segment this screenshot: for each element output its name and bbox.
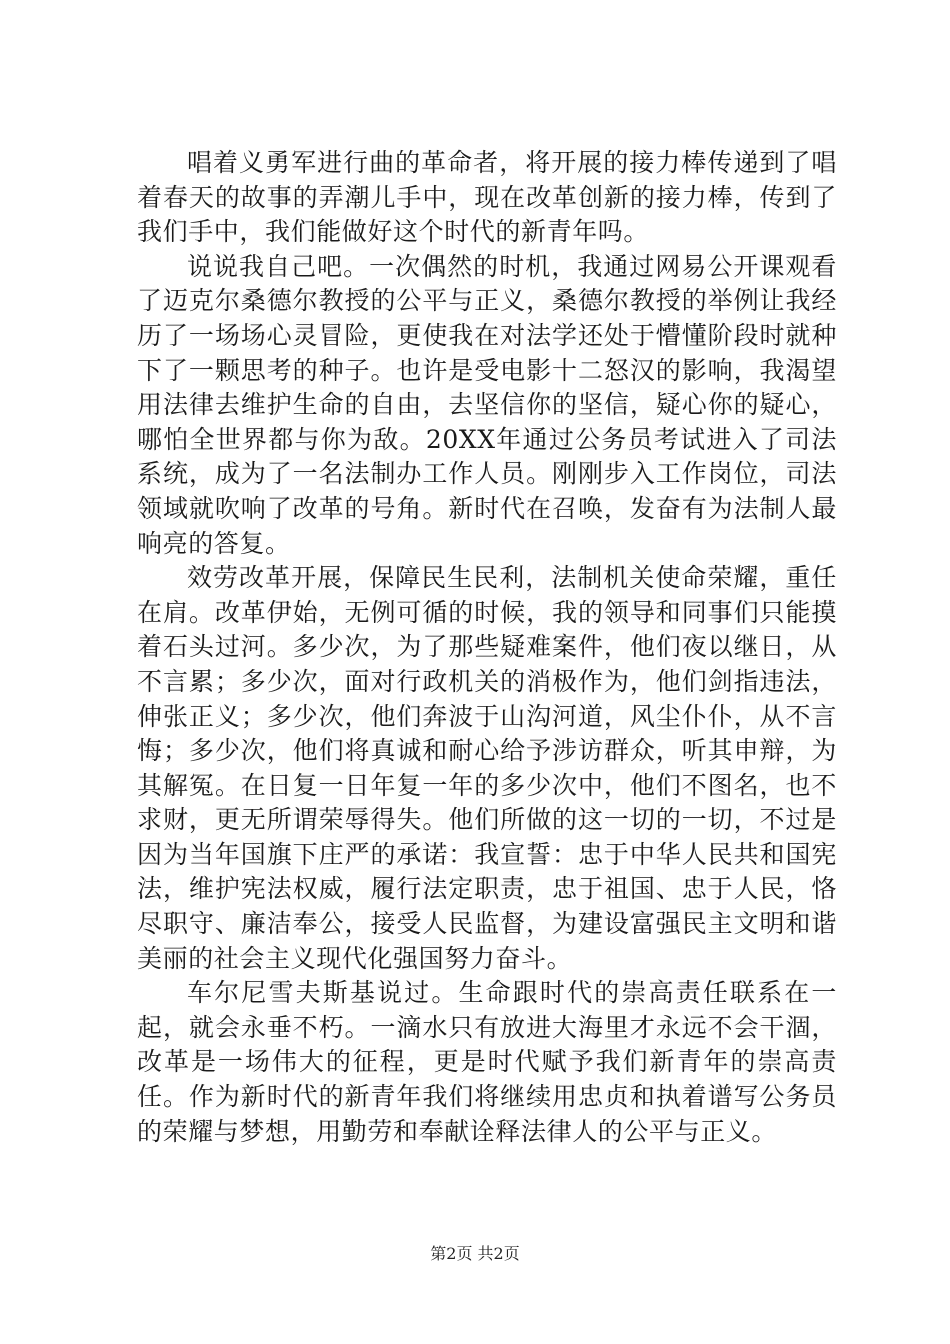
paragraph-4: 车尔尼雪夫斯基说过。生命跟时代的崇高责任联系在一起，就会永垂不朽。一滴水只有放进大海里才永远不会干涸，改革是一场伟大的征程，更是时代赋予我们新青年的崇高责任。作为新时代的新青年我们将继续用忠贞和执着谱写公务员的荣耀与梦想，用勤劳和奉献诠释法律人的公平与正义。 bbox=[137, 978, 837, 1146]
page-number-footer: 第2页 共2页 bbox=[430, 1244, 520, 1263]
document-body bbox=[137, 146, 837, 1149]
paragraph-3: 效劳改革开展，保障民生民利，法制机关使命荣耀，重任在肩。改革伊始，无例可循的时候，我的领导和同事们只能摸着石头过河。多少次，为了那些疑难案件，他们夜以继日，从不言累；多少次，面对行政机关的消极作为，他们剑指违法，伸张正义；多少次，他们奔波于山沟河道，风尘仆仆，从不言悔；多少次，他们将真诚和耐心给予涉访群众，听其申辩，为其解冤。在日复一日年复一年的多少次中，他们不图名，也不求财，更无所谓荣辱得失。他们所做的这一切的一切，不过是因为当年国旗下庄严的承诺：我宣誓：忠于中华人民共和国宪法，维护宪法权威，履行法定职责，忠于祖国、忠于人民，恪尽职守、廉洁奉公，接受人民监督，为建设富强民主文明和谐美丽的社会主义现代化强国努力奋斗。 bbox=[137, 563, 837, 973]
paragraph-1: 唱着义勇军进行曲的革命者，将开展的接力棒传递到了唱着春天的故事的弄潮儿手中，现在改革创新的接力棒，传到了我们手中，我们能做好这个时代的新青年吗。 bbox=[137, 148, 837, 247]
paragraph-2: 说说我自己吧。一次偶然的时机，我通过网易公开课观看了迈克尔桑德尔教授的公平与正义，桑德尔教授的举例让我经历了一场场心灵冒险，更使我在对法学还处于懵懂阶段时就种下了一颗思考的种子。也许是受电影十二怒汉的影响，我渴望用法律去维护生命的自由，去坚信你的坚信，疑心你的疑心，哪怕全世界都与你为敌。20XX年通过公务员考试进入了司法系统，成为了一名法制办工作人员。刚刚步入工作岗位，司法领域就吹响了改革的号角。新时代在召唤，发奋有为法制人最响亮的答复。 bbox=[137, 251, 837, 558]
